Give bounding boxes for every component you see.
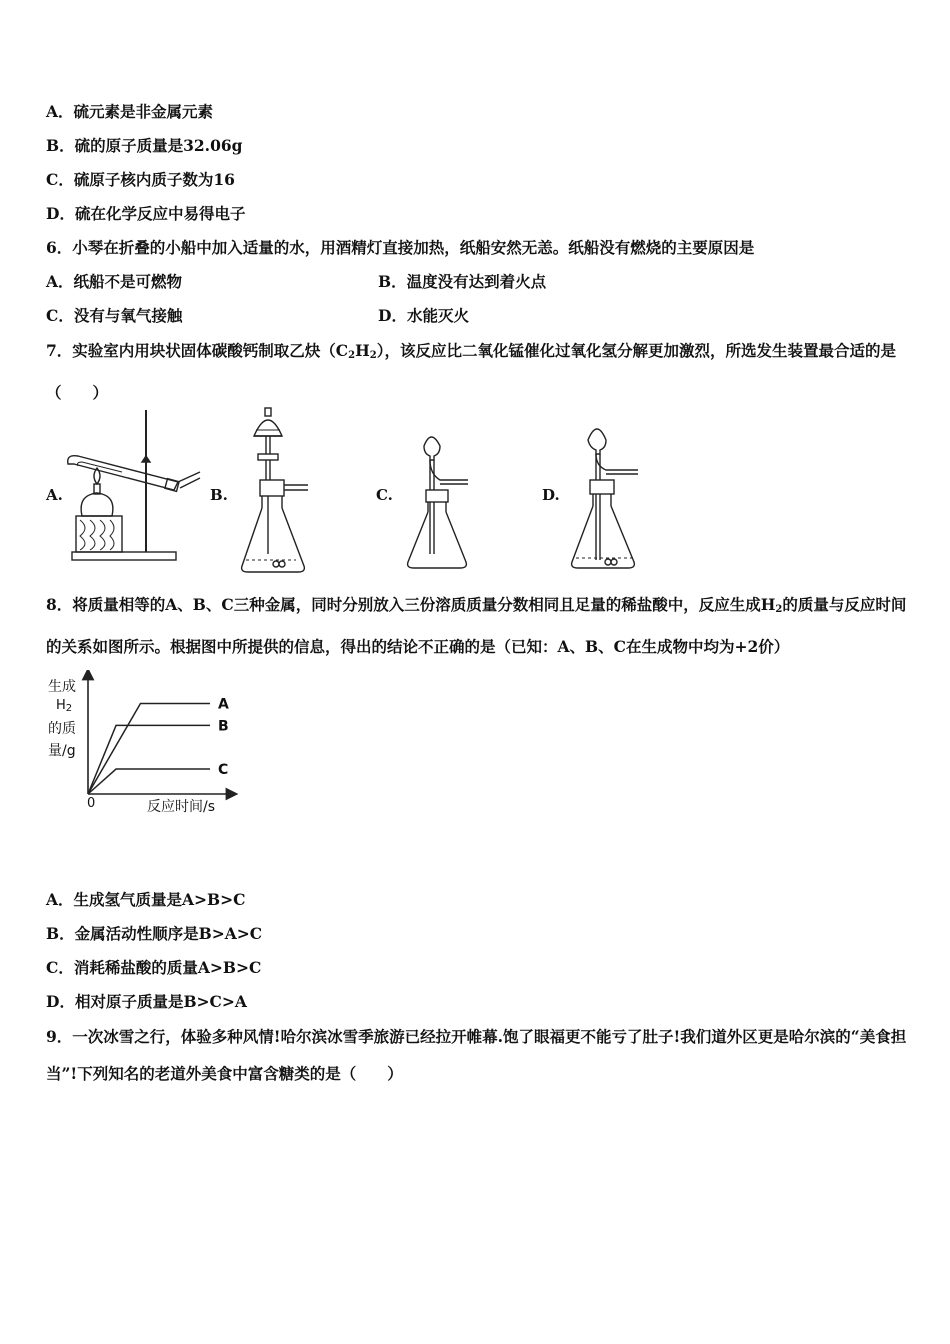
apparatus-b-diagram bbox=[232, 406, 322, 574]
series-line-c bbox=[88, 769, 210, 794]
q5-option-c: C．硫原子核内质子数为16 bbox=[46, 170, 235, 189]
series-label-b: B bbox=[218, 718, 229, 735]
series-label-a: A bbox=[218, 696, 229, 713]
graph-xlabel: 反应时间/s bbox=[147, 799, 216, 815]
q6-option-a: A．纸船不是可燃物 bbox=[46, 272, 183, 291]
graph-ylabel-line1: 生成 bbox=[48, 679, 76, 695]
q7-stem: 7．实验室内用块状固体碳酸钙制取乙炔$(C_2H_2)$，该反应比二氧化锰催化过氧化氢分解更加激烈，所选发生装置最合适的是（ ） bbox=[46, 341, 896, 402]
q9-stem: 9．一次冰雪之行，体验多种风情!哈尔滨冰雪季旅游已经拉开帷幕.饱了眼福更不能亏了肚子!我们道外区更是哈尔滨的“美食担当”!下列知名的老道外美食中富含糖类的是（ ） bbox=[46, 1027, 907, 1083]
q6-option-d: D．水能灭火 bbox=[378, 306, 469, 325]
apparatus-d-diagram bbox=[566, 422, 648, 574]
q7-label-c: C. bbox=[376, 486, 393, 504]
graph-origin: 0 bbox=[87, 796, 96, 811]
q6-stem: 6．小琴在折叠的小船中加入适量的水，用酒精灯直接加热，纸船安然无恙。纸船没有燃烧的主要原因是 bbox=[46, 238, 755, 257]
q5-option-d: D．硫在化学反应中易得电子 bbox=[46, 204, 246, 223]
q7-label-b: B. bbox=[210, 486, 228, 504]
q6-option-c: C．没有与氧气接触 bbox=[46, 306, 183, 325]
q8-option-c: C．消耗稀盐酸的质量A>B>C bbox=[46, 958, 262, 977]
q8-option-a: A．生成氢气质量是A>B>C bbox=[46, 890, 246, 909]
graph-ylabel-h2: $H_2$ bbox=[56, 698, 73, 714]
q8-stem: 8．将质量相等的A、B、C三种金属，同时分别放入三份溶质质量分数相同且足量的稀盐酸中，反应生成$H_2$的质量与反应时间的关系如图所示。根据图中所提供的信息，得出的结论不正确的是（已知：A、B、C在生成物中均为+2价） bbox=[46, 595, 907, 656]
q5-option-a: A．硫元素是非金属元素 bbox=[46, 102, 214, 121]
series-line-b bbox=[88, 725, 210, 794]
reaction-graph bbox=[40, 670, 240, 820]
graph-ylabel-line4: 量/g bbox=[48, 743, 76, 759]
apparatus-c-diagram bbox=[402, 430, 474, 574]
q6-option-b: B．温度没有达到着火点 bbox=[378, 272, 547, 291]
q5-option-b: B．硫的原子质量是32.06g bbox=[46, 136, 243, 155]
graph-plot bbox=[40, 670, 240, 820]
q7-label-a: A. bbox=[46, 486, 63, 504]
q8-option-d: D．相对原子质量是B>C>A bbox=[46, 992, 247, 1011]
apparatus-a-diagram bbox=[68, 406, 208, 566]
graph-ylabel-line3: 的质 bbox=[48, 721, 76, 737]
series-label-c: C bbox=[218, 762, 229, 779]
q7-label-d: D. bbox=[542, 486, 560, 504]
q8-option-b: B．金属活动性顺序是B>A>C bbox=[46, 924, 263, 943]
